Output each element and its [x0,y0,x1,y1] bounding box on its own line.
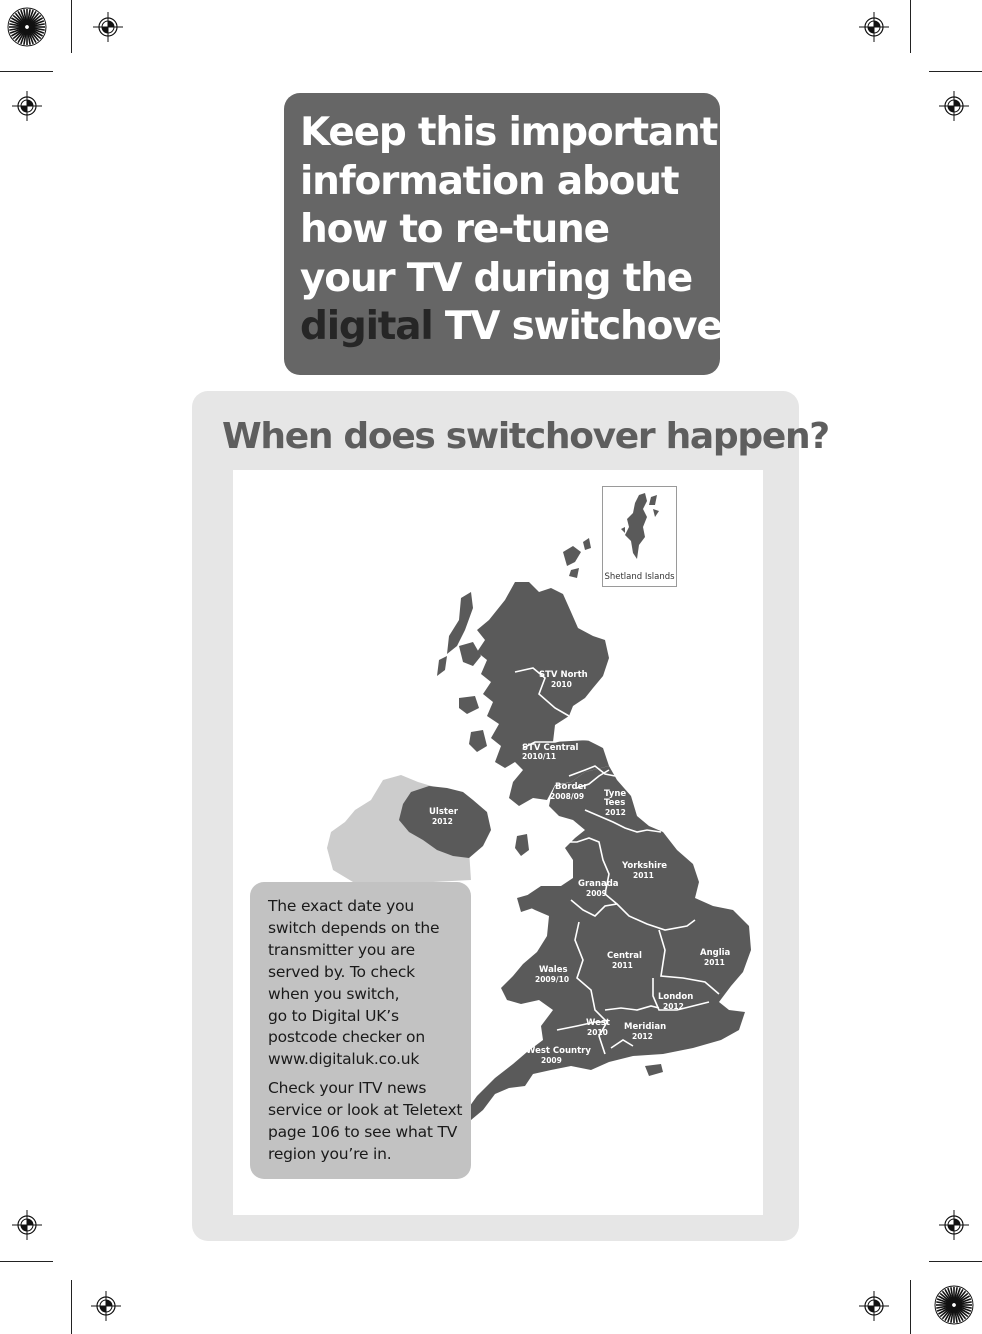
info-link-url: www.digitaluk.co.uk [268,1050,420,1069]
crop-mark [929,1261,982,1262]
islay-island [469,730,487,752]
region-label-tyne-tees-line: Tees [604,798,626,808]
info-line: Check your ITV news [268,1079,427,1098]
crop-mark [0,71,53,72]
mull-island [459,696,479,714]
panel-title: When does switchover happen? [222,416,829,457]
england-wales-landmass [467,766,751,1120]
region-label-border: Border [555,782,588,792]
info-line: transmitter you are [268,940,415,959]
registration-mark-icon [939,91,969,121]
region-year-west-country: 2009 [541,1056,562,1065]
color-bar-star-icon [934,1285,974,1325]
region-year-stv-central: 2010/11 [522,752,557,761]
info-line: switch depends on the [268,918,440,937]
header-highlight-word: digital [300,304,433,349]
region-year-meridian: 2012 [632,1032,653,1041]
region-year-stv-north: 2010 [551,680,572,689]
crop-mark [71,1280,72,1334]
info-line: go to Digital UK’s [268,1006,399,1025]
region-year-wales: 2009/10 [535,975,570,984]
registration-mark-icon [91,1291,121,1321]
region-label-central: Central [607,951,642,961]
region-label-yorkshire: Yorkshire [622,861,668,871]
registration-mark-icon [859,1291,889,1321]
region-year-anglia: 2011 [704,958,725,967]
region-year-border: 2008/09 [550,792,585,801]
region-label-anglia: Anglia [700,948,731,958]
region-label-ulster: Ulster [429,807,458,817]
skye-island [459,642,481,666]
region-label-stv-north: STV North [539,670,588,680]
info-line: page 106 to see what TV [268,1123,458,1142]
registration-mark-icon [12,1210,42,1240]
registration-mark-icon [939,1210,969,1240]
header-line: Keep this important [300,110,718,155]
info-line: The exact date you [268,897,414,915]
header-line: how to re-tune [300,207,609,252]
region-label-west-country: West Country [526,1046,591,1056]
header-banner [284,93,740,375]
registration-mark-icon [93,12,123,42]
isle-of-man-island [515,834,529,856]
info-line: served by. To check [268,962,415,981]
region-label-west: West [586,1018,610,1028]
info-box [250,882,471,1179]
region-year-tyne-tees: 2012 [605,808,626,817]
header-line: information about [300,158,679,204]
hebrides-island [437,656,447,676]
registration-mark-icon [12,91,42,121]
region-label-meridian: Meridian [624,1022,667,1032]
header-line: your TV during the [300,255,692,301]
region-year-west: 2010 [587,1028,608,1037]
orkney-islands [563,538,591,578]
registration-mark-icon [859,12,889,42]
region-year-ulster: 2012 [432,817,453,826]
shetland-islands-shape [603,487,675,567]
crop-mark [71,0,72,53]
info-line: service or look at Teletext [268,1101,463,1120]
info-line: region you’re in. [268,1144,392,1163]
anglesey-island [517,894,533,912]
region-label-stv-central: STV Central [522,743,579,753]
isle-of-wight-island [645,1064,663,1076]
shetland-label: Shetland Islands [604,572,675,582]
crop-mark [910,1280,911,1334]
paragraph-gap [268,1071,463,1078]
crop-mark [929,71,982,72]
crop-mark [0,1261,53,1262]
region-label-tyne-tees-line: Tyne [604,789,627,799]
region-year-london: 2012 [663,1002,684,1011]
shetland-inset [602,486,677,587]
header-line [300,303,740,352]
region-label-wales: Wales [539,965,568,975]
color-bar-star-icon [7,7,47,47]
region-label-london: London [658,992,694,1002]
header-line-rest: TV switchover [432,304,740,349]
region-label-granada: Granada [578,879,619,889]
info-line: postcode checker on [268,1028,425,1047]
crop-mark [910,0,911,53]
region-year-yorkshire: 2011 [633,871,654,880]
region-year-granada: 2009 [586,889,607,898]
region-year-central: 2011 [612,961,633,970]
info-line: when you switch, [268,984,400,1003]
